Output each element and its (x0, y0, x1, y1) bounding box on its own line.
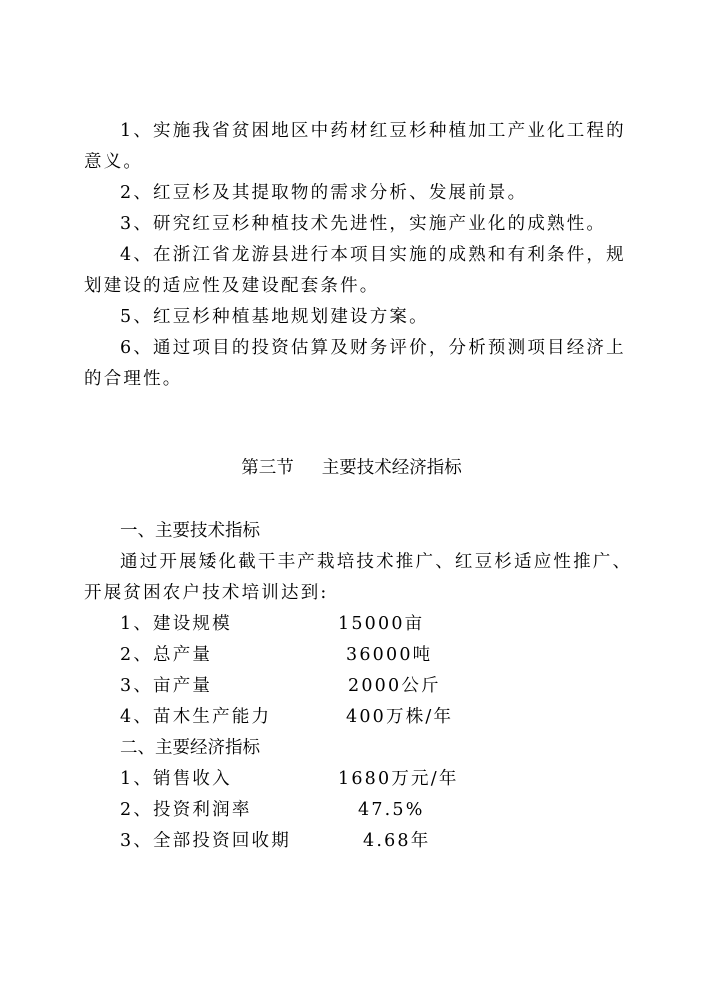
tech-item-value: 36000吨 (346, 645, 433, 665)
tech-item-label: 3、亩产量 (120, 676, 213, 696)
tech-indicators-heading: 一、主要技术指标 (120, 521, 260, 541)
tech-item (120, 671, 640, 702)
econ-item (120, 795, 640, 826)
tech-item-value: 2000公斤 (348, 676, 441, 696)
tech-intro-line-2: 开展贫困农户技术培训达到: (84, 583, 329, 603)
tech-item-value: 15000亩 (338, 614, 425, 634)
paragraph-1-line-1: 1、实施我省贫困地区中药材红豆杉种植加工产业化工程的 (120, 121, 626, 141)
tech-item-label: 2、总产量 (120, 645, 213, 665)
tech-item-value: 400万株/年 (346, 707, 454, 727)
paragraph-4-line-2: 划建设的适应性及建设配套条件。 (84, 276, 380, 296)
paragraph-3: 3、研究红豆杉种植技术先进性，实施产业化的成熟性。 (120, 214, 607, 234)
tech-item (120, 702, 640, 733)
econ-indicators-heading: 二、主要经济指标 (120, 738, 260, 758)
tech-item-label: 4、苗木生产能力 (120, 707, 272, 727)
paragraph-1-line-2: 意义。 (84, 152, 144, 172)
tech-intro-line-1: 通过开展矮化截干丰产栽培技术推广、红豆杉适应性推广、 (120, 552, 633, 572)
econ-item-value: 1680万元/年 (338, 769, 459, 789)
paragraph-5: 5、红豆杉种植基地规划建设方案。 (120, 307, 429, 327)
econ-item-label: 1、销售收入 (120, 769, 232, 789)
econ-item (120, 764, 640, 795)
section-number: 第三节 (241, 458, 294, 478)
tech-item-label: 1、建设规模 (120, 614, 232, 634)
econ-item (120, 826, 640, 857)
econ-item-label: 2、投资利润率 (120, 800, 252, 820)
econ-item-label: 3、全部投资回收期 (120, 831, 291, 851)
paragraph-6-line-1: 6、通过项目的投资估算及财务评价，分析预测项目经济上 (120, 338, 626, 358)
section-title: 主要技术经济指标 (321, 458, 462, 478)
econ-item-value: 4.68年 (363, 831, 431, 851)
tech-item (120, 640, 640, 671)
section-heading (0, 453, 703, 484)
paragraph-2: 2、红豆杉及其提取物的需求分析、发展前景。 (120, 183, 528, 203)
paragraph-6-line-2: 的合理性。 (84, 369, 183, 389)
paragraph-4-line-1: 4、在浙江省龙游县进行本项目实施的成熟和有利条件，规 (120, 245, 626, 265)
tech-item (120, 609, 640, 640)
econ-item-value: 47.5% (358, 800, 425, 820)
